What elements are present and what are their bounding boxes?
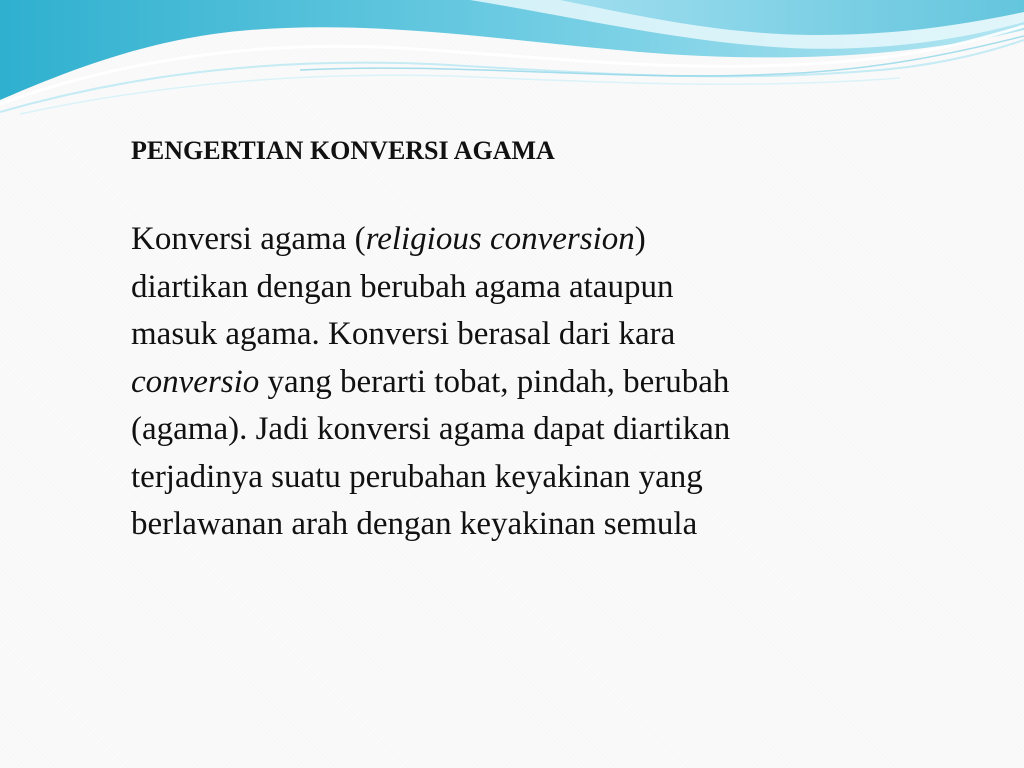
slide-body <box>131 216 931 549</box>
body-line-text: ) <box>634 221 646 257</box>
body-line: masuk agama. Konversi berasal dari kara <box>131 316 676 352</box>
body-line-text: Konversi agama ( <box>131 221 366 257</box>
body-line: berlawanan arah dengan keyakinan semula <box>131 506 698 542</box>
header-wave-decoration <box>0 0 1024 130</box>
body-line: (agama). Jadi konversi agama dapat diartikan <box>131 411 731 447</box>
slide-title: PENGERTIAN KONVERSI AGAMA <box>131 136 555 165</box>
body-line: diartikan dengan berubah agama ataupun <box>131 268 674 305</box>
wave-streak-3 <box>20 75 900 114</box>
body-line-italic: conversio <box>131 363 260 400</box>
body-line-text: yang berarti tobat, pindah, berubah <box>259 363 730 400</box>
body-line: terjadinya suatu perubahan keyakinan yang <box>131 458 703 495</box>
body-line <box>131 216 931 264</box>
body-line <box>131 359 931 407</box>
body-line-italic: religious conversion <box>365 221 635 257</box>
